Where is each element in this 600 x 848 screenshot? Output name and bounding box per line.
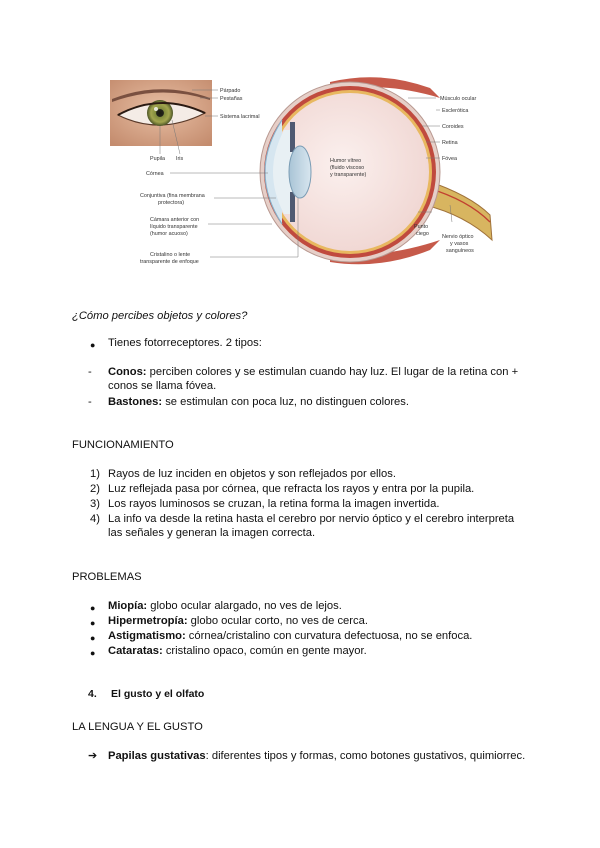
label-retina: Retina: [442, 140, 458, 146]
label-musculo-ocular: Músculo ocular: [440, 96, 477, 102]
receptor-conos: [108, 365, 518, 379]
step-text: Rayos de luz inciden en objetos y son reflejados por ellos.: [108, 468, 396, 480]
section-number: 4.: [88, 688, 97, 700]
label-pupila: Pupila: [150, 156, 165, 162]
step-text: Luz reflejada pasa por córnea, que refracta los rayos y entra por la pupila.: [108, 483, 475, 495]
receptor-conos-term: Conos:: [108, 366, 147, 378]
label-sistema-lacrimal: Sistema lacrimal: [220, 114, 260, 120]
label-cristalino-2: transparente de enfoque: [140, 259, 199, 265]
label-iris: Iris: [176, 156, 184, 162]
receptor-bastones-term: Bastones:: [108, 396, 163, 408]
label-parpado: Párpado: [220, 88, 241, 94]
problema-miopia: [108, 599, 342, 613]
funcionamiento-heading: FUNCIONAMIENTO: [72, 439, 174, 451]
label-punto-ciego-1: Punto: [414, 224, 429, 230]
label-humor-vitreo-1: Humor vítreo: [330, 158, 362, 164]
intro-bullet-text: Tienes fotorreceptores. 2 tipos:: [108, 337, 262, 349]
label-camara-3: (humor acuoso): [150, 231, 188, 237]
lengua-heading: LA LENGUA Y EL GUSTO: [72, 721, 203, 733]
papilas-text: : diferentes tipos y formas, como botones gustativos, quimiorrec.: [205, 750, 526, 762]
problema-miopia-term: Miopía:: [108, 600, 148, 612]
step-text-cont: las señales y generan la imagen correcta.: [108, 527, 316, 539]
problema-hipermetropia: [108, 614, 368, 628]
bullet-dot: ●: [90, 648, 96, 658]
problema-astigmatismo: [108, 629, 472, 643]
step-number: 2): [90, 483, 100, 495]
problema-cataratas-text: cristalino opaco, común en gente mayor.: [162, 645, 367, 657]
label-fovea: Fóvea: [442, 156, 457, 162]
bullet-dot: ●: [90, 618, 96, 628]
label-cristalino-1: Cristalino o lente: [150, 252, 191, 258]
label-esclerotica: Esclerótica: [442, 108, 469, 114]
step-number: 3): [90, 498, 100, 510]
dash-marker: -: [88, 396, 92, 408]
label-pestanas: Pestañas: [220, 96, 243, 102]
papilas-item: [108, 749, 525, 763]
arrow-icon: ➔: [88, 750, 98, 762]
problema-astigmatismo-text: córnea/cristalino con curvatura defectuosa, no se enfoca.: [185, 630, 473, 642]
problema-cataratas: [108, 644, 367, 658]
problema-miopia-text: globo ocular alargado, no ves de lejos.: [147, 600, 342, 612]
receptor-bastones-text: se estimulan con poca luz, no distinguen colores.: [162, 396, 409, 408]
bullet-dot: ●: [90, 340, 96, 350]
label-conjuntiva-1: Conjuntiva (fina membrana: [140, 193, 205, 199]
problema-hipermetropia-term: Hipermetropía:: [108, 615, 188, 627]
receptor-conos-cont: conos se llama fóvea.: [108, 380, 217, 392]
bullet-dot: ●: [90, 633, 96, 643]
bullet-dot: ●: [90, 603, 96, 613]
receptor-bastones: [108, 395, 409, 409]
problema-astigmatismo-term: Astigmatismo:: [108, 630, 186, 642]
step-text: La info va desde la retina hasta el cerebro por nervio óptico y el cerebro interpreta: [108, 513, 515, 525]
eye-anatomy-figure: [0, 0, 600, 275]
question-heading: ¿Cómo percibes objetos y colores?: [72, 310, 248, 322]
label-coroides: Coroides: [442, 124, 464, 130]
dash-marker: -: [88, 366, 92, 378]
label-humor-vitreo-3: y transparente): [330, 172, 367, 178]
label-nervio-3: sanguíneos: [446, 248, 474, 254]
step-number: 1): [90, 468, 100, 480]
step-number: 4): [90, 513, 100, 525]
label-camara-1: Cámara anterior con: [150, 217, 200, 223]
label-nervio-1: Nervio óptico: [442, 234, 474, 240]
receptor-conos-text: perciben colores y se estimulan cuando hay luz. El lugar de la retina con +: [146, 366, 519, 378]
problema-cataratas-term: Cataratas:: [108, 645, 163, 657]
step-text: Los rayos luminosos se cruzan, la retina forma la imagen invertida.: [108, 498, 440, 510]
label-humor-vitreo-2: (fluido viscoso: [330, 165, 365, 171]
problemas-heading: PROBLEMAS: [72, 571, 142, 583]
label-nervio-2: y vasos: [450, 241, 469, 247]
label-camara-2: líquido transparente: [150, 224, 198, 230]
label-cornea: Córnea: [146, 171, 164, 177]
label-conjuntiva-2: protectora): [158, 200, 185, 206]
section-title: El gusto y el olfato: [111, 688, 205, 700]
problema-hipermetropia-text: globo ocular corto, no ves de cerca.: [187, 615, 368, 627]
label-punto-ciego-2: ciego: [416, 231, 429, 237]
papilas-term: Papilas gustativas: [108, 750, 206, 762]
